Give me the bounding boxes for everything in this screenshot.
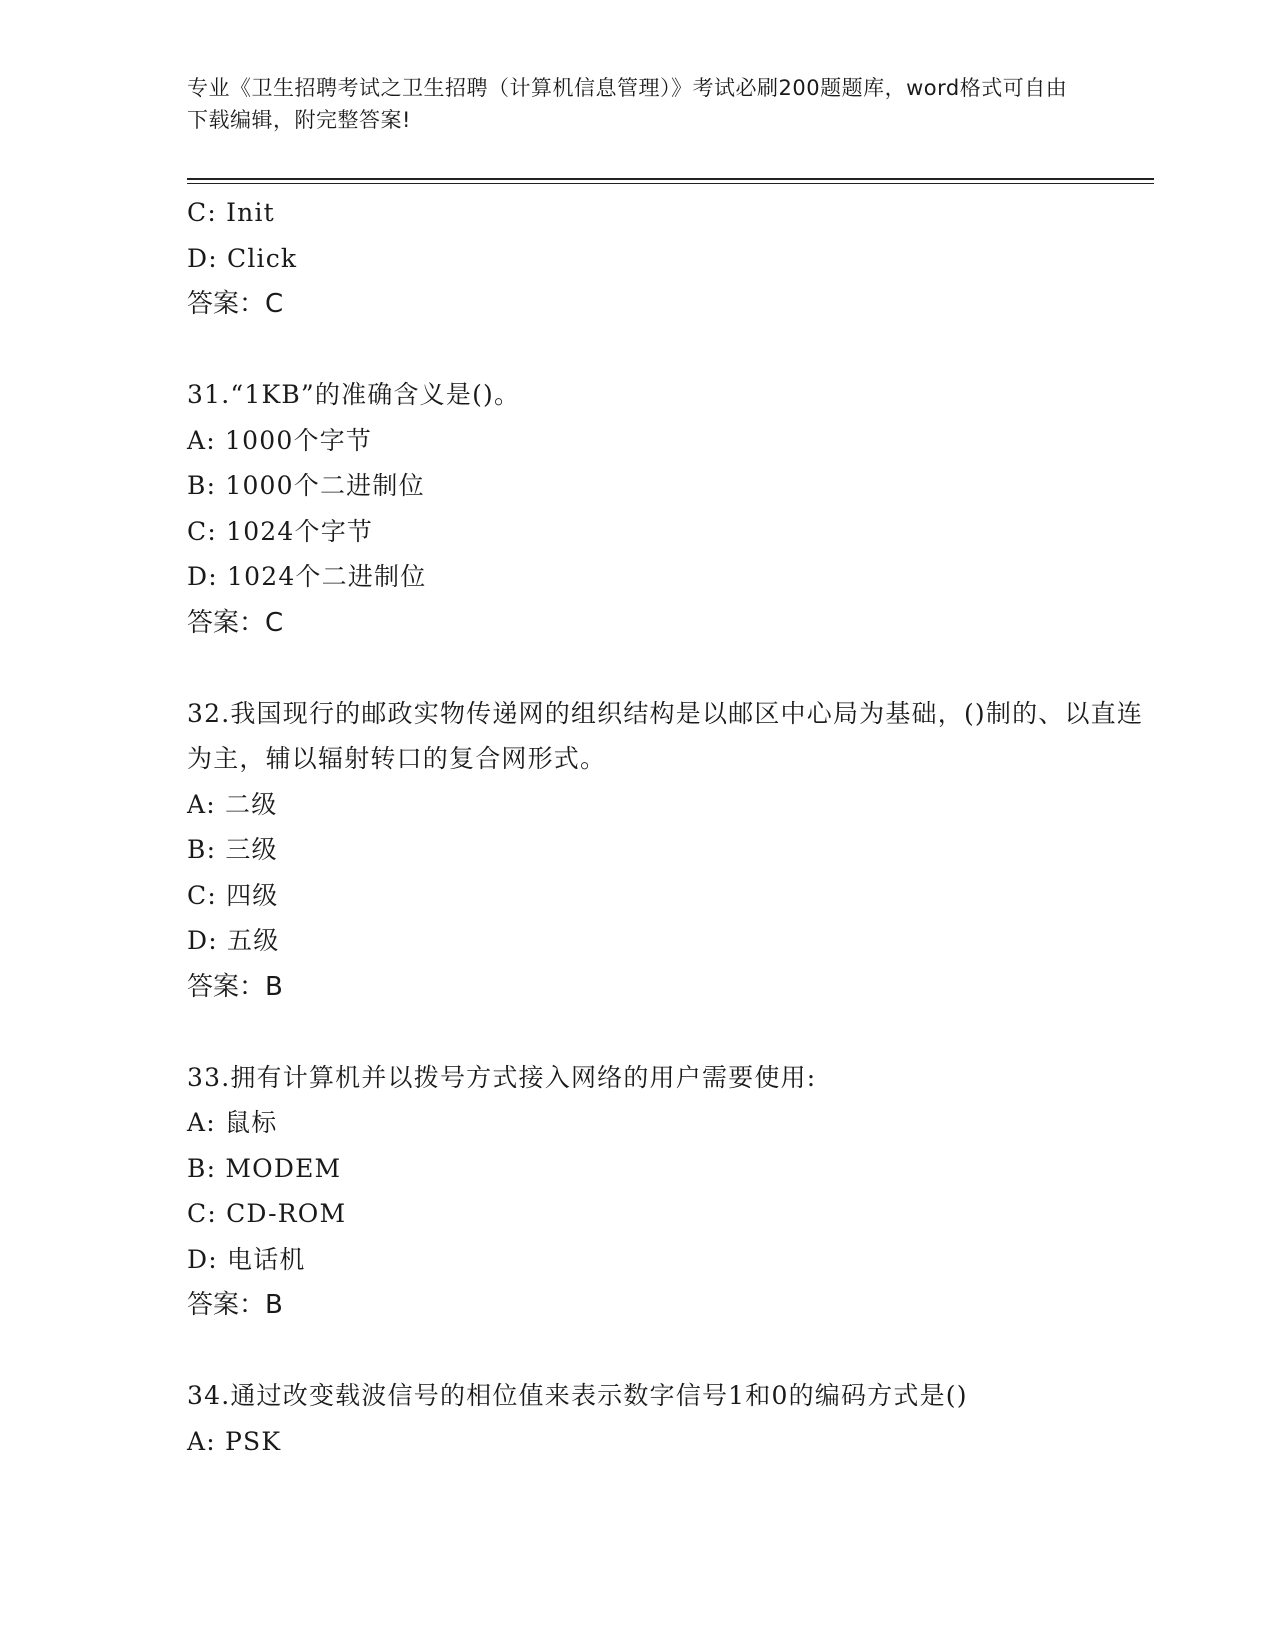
question-content xyxy=(187,190,1147,1464)
option-d: D: 1024个二进制位 xyxy=(187,562,427,591)
option-c: C: 1024个字节 xyxy=(187,516,374,546)
option-d: D: Click xyxy=(187,243,298,273)
option-c: C: CD-ROM xyxy=(187,1199,347,1228)
spacer xyxy=(187,1328,1147,1373)
answer-line: 答案：C xyxy=(187,607,284,638)
spacer xyxy=(187,327,1147,372)
spacer xyxy=(187,646,1147,691)
question-34-text: 34.通过改变载波信号的相位值来表示数字信号1和0的编码方式是() xyxy=(187,1381,968,1410)
option-d: D: 电话机 xyxy=(187,1244,306,1274)
header-divider-bottom xyxy=(187,183,1154,184)
option-b: B: 1000个二进制位 xyxy=(187,471,425,500)
question-33-text: 33.拥有计算机并以拨号方式接入网络的用户需要使用: xyxy=(187,1062,817,1092)
option-c: C: Init xyxy=(187,198,275,227)
question-32-text: 32.我国现行的邮政实物传递网的组织结构是以邮区中心局为基础，()制的、以直连为主，辅以辐射转口的复合网形式。 xyxy=(187,698,1144,773)
answer-line: 答案：B xyxy=(187,971,283,1002)
option-a: A: 1000个字节 xyxy=(187,425,373,455)
option-a: A: 二级 xyxy=(187,789,278,819)
option-d: D: 五级 xyxy=(187,926,280,955)
spacer xyxy=(187,1010,1147,1055)
header-divider-top xyxy=(187,178,1154,180)
option-a: A: PSK xyxy=(187,1426,282,1456)
option-c: C: 四级 xyxy=(187,880,279,910)
option-b: B: MODEM xyxy=(187,1153,342,1183)
answer-line: 答案：B xyxy=(187,1290,283,1320)
page-header-title: 专业《卫生招聘考试之卫生招聘（计算机信息管理）》考试必刷200题题库，word格式可自由下载编辑，附完整答案! xyxy=(187,76,1068,132)
answer-line: 答案：C xyxy=(187,289,284,319)
option-b: B: 三级 xyxy=(187,835,278,864)
option-a: A: 鼠标 xyxy=(187,1108,278,1137)
question-31-text: 31.“1KB”的准确含义是()。 xyxy=(187,380,521,409)
